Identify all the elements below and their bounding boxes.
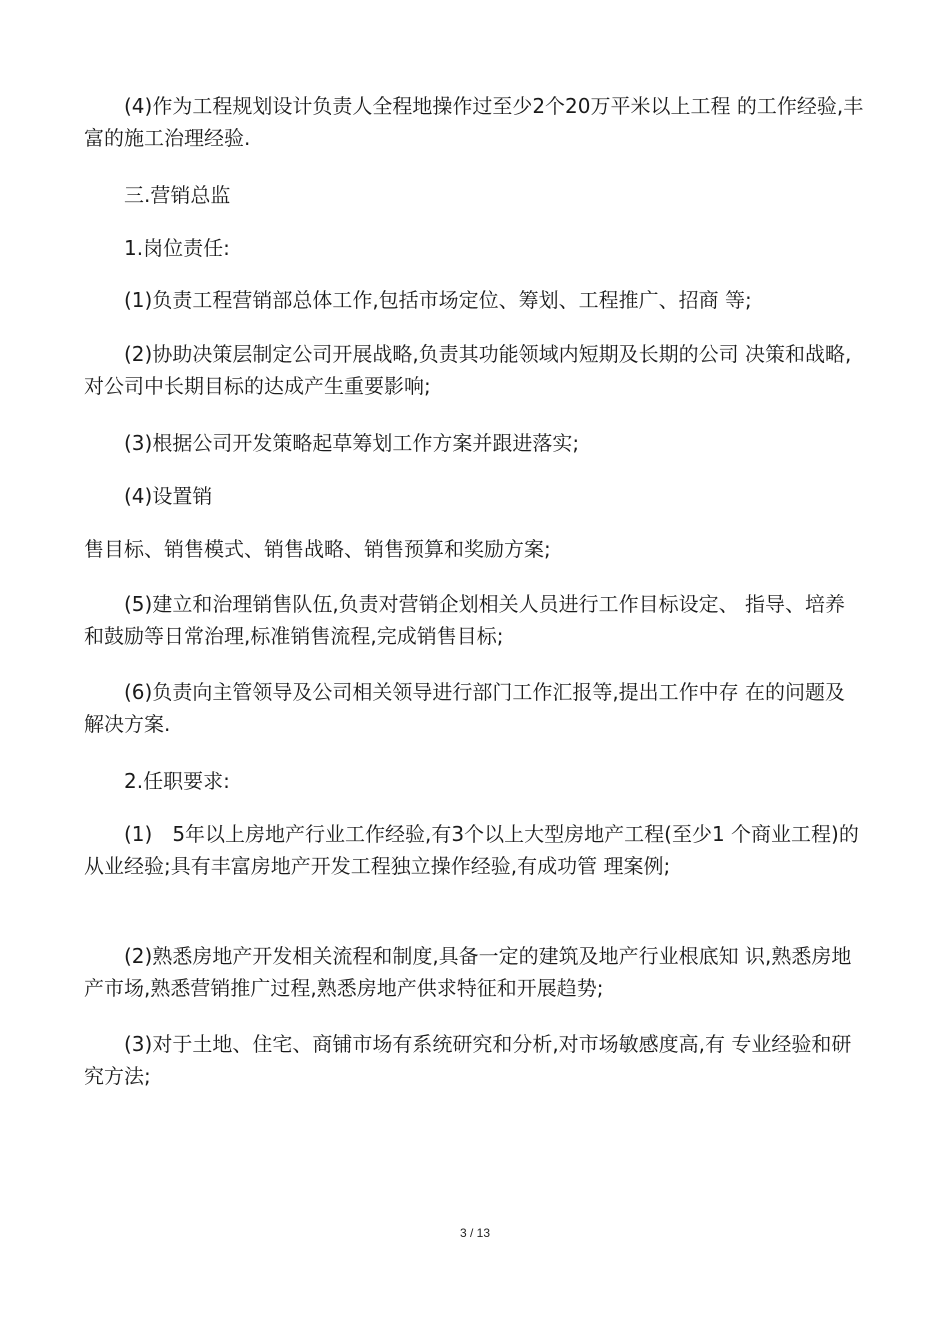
page-number: 3 / 13 <box>459 1226 491 1240</box>
duty-item-1: (1)负责工程营销部总体工作,包括市场定位、筹划、工程推广、招商 等; <box>84 288 752 312</box>
duty-item-4-continued: 售目标、销售模式、销售战略、销售预算和奖励方案; <box>84 537 551 561</box>
requirement-item-2: (2)熟悉房地产开发相关流程和制度,具备一定的建筑及地产行业根底知 识,熟悉房地产市场,熟悉营销推广过程,熟悉房地产供求特征和开展趋势; <box>84 944 852 1000</box>
duty-item-3: (3)根据公司开发策略起草筹划工作方案并跟进落实; <box>84 431 580 455</box>
subheading-requirements: 2.任职要求: <box>84 769 230 793</box>
paragraph-design-experience: (4)作为工程规划设计负责人全程地操作过至少2个20万平米以上工程 的工作经验,丰富的施工治理经验. <box>84 94 864 150</box>
subheading-job-duties: 1.岗位责任: <box>84 236 230 260</box>
duty-item-4: (4)设置销 <box>84 484 213 508</box>
duty-item-6: (6)负责向主管领导及公司相关领导进行部门工作汇报等,提出工作中存 在的问题及解决方案. <box>84 680 846 736</box>
requirement-item-1: (1) 5年以上房地产行业工作经验,有3个以上大型房地产工程(至少1 个商业工程)的从业经验;具有丰富房地产开发工程独立操作经验,有成功管 理案例; <box>84 822 859 878</box>
duty-item-2: (2)协助决策层制定公司开展战略,负责其功能领域内短期及长期的公司 决策和战略,对公司中长期目标的达成产生重要影响; <box>84 342 852 398</box>
requirement-item-3: (3)对于土地、住宅、商铺市场有系统研究和分析,对市场敏感度高,有 专业经验和研究方法; <box>84 1032 852 1088</box>
duty-item-5: (5)建立和治理销售队伍,负责对营销企划相关人员进行工作目标设定、 指导、培养和鼓励等日常治理,标准销售流程,完成销售目标; <box>84 592 846 648</box>
section-heading-marketing-director: 三.营销总监 <box>84 183 231 207</box>
